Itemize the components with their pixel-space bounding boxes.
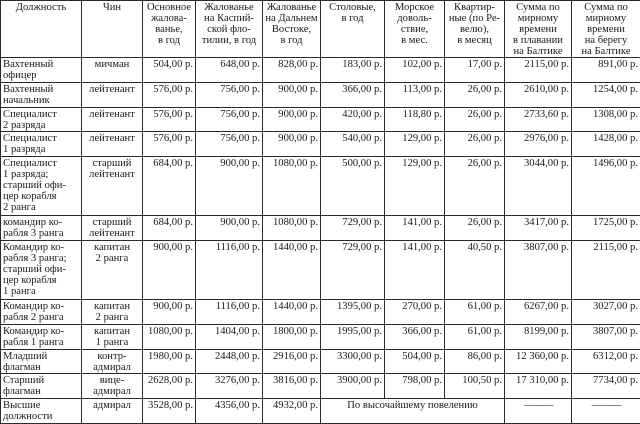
value-cell: 504,00 р. — [143, 58, 196, 83]
rank-cell: адмирал — [82, 399, 143, 424]
value-cell: 2115,00 р. — [572, 240, 640, 299]
value-cell: 900,00 р. — [143, 299, 196, 324]
value-cell: 2610,00 р. — [505, 82, 572, 107]
value-cell: 500,00 р. — [321, 157, 385, 216]
column-header: Основное жалова- ванье, в год — [143, 1, 196, 58]
value-cell: 1995,00 р. — [321, 324, 385, 349]
column-header: Должность — [1, 1, 82, 58]
value-cell: 6312,00 р. — [572, 349, 640, 374]
value-cell: 3900,00 р. — [321, 374, 385, 399]
value-cell: 900,00 р. — [143, 240, 196, 299]
rank-cell: старший лейтенант — [82, 216, 143, 241]
rank-cell: капитан 2 ранга — [82, 240, 143, 299]
position-cell: Младший флагман — [1, 349, 82, 374]
value-cell: 2976,00 р. — [505, 132, 572, 157]
table-body — [1, 58, 640, 424]
value-cell: 1395,00 р. — [321, 299, 385, 324]
value-cell: 61,00 р. — [445, 324, 505, 349]
rank-cell: лейтенант — [82, 82, 143, 107]
value-cell: 1308,00 р. — [572, 107, 640, 132]
rank-cell: лейтенант — [82, 132, 143, 157]
value-cell: 576,00 р. — [143, 132, 196, 157]
value-cell: 900,00 р. — [263, 132, 321, 157]
value-cell: 7734,00 р. — [572, 374, 640, 399]
value-cell: 26,00 р. — [445, 157, 505, 216]
value-cell: 141,00 р. — [385, 240, 445, 299]
value-cell: 756,00 р. — [196, 82, 263, 107]
imperial-decree-note: По высочайшему повелению — [321, 399, 505, 424]
value-cell: 102,00 р. — [385, 58, 445, 83]
position-cell: Специалист 1 разряда; старший офи- цер корабля 2 ранга — [1, 157, 82, 216]
value-cell: 3528,00 р. — [143, 399, 196, 424]
rank-cell: старший лейтенант — [82, 157, 143, 216]
table-row — [1, 82, 640, 107]
column-header: Чин — [82, 1, 143, 58]
value-cell: 129,00 р. — [385, 132, 445, 157]
table-row — [1, 240, 640, 299]
value-cell: 100,50 р. — [445, 374, 505, 399]
value-cell: 2115,00 р. — [505, 58, 572, 83]
table-row — [1, 324, 640, 349]
value-cell: 61,00 р. — [445, 299, 505, 324]
value-cell: 1080,00 р. — [263, 216, 321, 241]
value-cell: 366,00 р. — [321, 82, 385, 107]
rank-cell: капитан 1 ранга — [82, 324, 143, 349]
dash-cell: ——— — [505, 399, 572, 424]
position-cell: командир ко- рабля 3 ранга — [1, 216, 82, 241]
value-cell: 40,50 р. — [445, 240, 505, 299]
value-cell: 648,00 р. — [196, 58, 263, 83]
value-cell: 1116,00 р. — [196, 240, 263, 299]
value-cell: 2916,00 р. — [263, 349, 321, 374]
value-cell: 26,00 р. — [445, 216, 505, 241]
value-cell: 12 360,00 р. — [505, 349, 572, 374]
value-cell: 4932,00 р. — [263, 399, 321, 424]
value-cell: 183,00 р. — [321, 58, 385, 83]
value-cell: 504,00 р. — [385, 349, 445, 374]
table-row — [1, 58, 640, 83]
column-header: Квартир- ные (по Ре- велю), в месяц — [445, 1, 505, 58]
column-header: Сумма по мирному времени в плавании на Балтике — [505, 1, 572, 58]
value-cell: 26,00 р. — [445, 132, 505, 157]
table-row — [1, 349, 640, 374]
value-cell: 1496,00 р. — [572, 157, 640, 216]
value-cell: 8199,00 р. — [505, 324, 572, 349]
value-cell: 900,00 р. — [196, 216, 263, 241]
value-cell: 756,00 р. — [196, 132, 263, 157]
position-cell: Командир ко- рабля 3 ранга; старший офи- цер корабля 1 ранга — [1, 240, 82, 299]
dash-cell: ——— — [572, 399, 640, 424]
value-cell: 2628,00 р. — [143, 374, 196, 399]
value-cell: 86,00 р. — [445, 349, 505, 374]
rank-cell: контр- адмирал — [82, 349, 143, 374]
value-cell: 1440,00 р. — [263, 299, 321, 324]
value-cell: 6267,00 р. — [505, 299, 572, 324]
value-cell: 1725,00 р. — [572, 216, 640, 241]
position-cell: Командир ко- рабля 1 ранга — [1, 324, 82, 349]
value-cell: 3276,00 р. — [196, 374, 263, 399]
value-cell: 3807,00 р. — [505, 240, 572, 299]
value-cell: 2448,00 р. — [196, 349, 263, 374]
value-cell: 900,00 р. — [263, 82, 321, 107]
position-cell: Вахтенный начальник — [1, 82, 82, 107]
value-cell: 1254,00 р. — [572, 82, 640, 107]
position-cell: Высшие должности — [1, 399, 82, 424]
value-cell: 4356,00 р. — [196, 399, 263, 424]
value-cell: 1428,00 р. — [572, 132, 640, 157]
table-row — [1, 107, 640, 132]
rank-cell: капитан 2 ранга — [82, 299, 143, 324]
column-header: Морское доволь- ствие, в мес. — [385, 1, 445, 58]
value-cell: 828,00 р. — [263, 58, 321, 83]
value-cell: 129,00 р. — [385, 157, 445, 216]
value-cell: 420,00 р. — [321, 107, 385, 132]
value-cell: 141,00 р. — [385, 216, 445, 241]
value-cell: 26,00 р. — [445, 107, 505, 132]
rank-cell: лейтенант — [82, 107, 143, 132]
value-cell: 576,00 р. — [143, 107, 196, 132]
table-row — [1, 132, 640, 157]
value-cell: 17 310,00 р. — [505, 374, 572, 399]
value-cell: 3300,00 р. — [321, 349, 385, 374]
value-cell: 900,00 р. — [263, 107, 321, 132]
table-header-row — [1, 1, 640, 58]
value-cell: 684,00 р. — [143, 157, 196, 216]
value-cell: 540,00 р. — [321, 132, 385, 157]
column-header: Столовые, в год — [321, 1, 385, 58]
value-cell: 891,00 р. — [572, 58, 640, 83]
table-row — [1, 216, 640, 241]
value-cell: 113,00 р. — [385, 82, 445, 107]
value-cell: 756,00 р. — [196, 107, 263, 132]
position-cell: Командир ко- рабля 2 ранга — [1, 299, 82, 324]
value-cell: 118,80 р. — [385, 107, 445, 132]
rank-cell: вице- адмирал — [82, 374, 143, 399]
value-cell: 366,00 р. — [385, 324, 445, 349]
column-header: Жалованье на Каспий- ской фло- тилии, в год — [196, 1, 263, 58]
value-cell: 1116,00 р. — [196, 299, 263, 324]
value-cell: 1980,00 р. — [143, 349, 196, 374]
position-cell: Специалист 2 разряда — [1, 107, 82, 132]
value-cell: 17,00 р. — [445, 58, 505, 83]
column-header: Жалованье на Дальнем Востоке, в год — [263, 1, 321, 58]
column-header: Сумма по мирному времени на берегу на Балтике — [572, 1, 640, 58]
position-cell: Старший флагман — [1, 374, 82, 399]
table-row — [1, 299, 640, 324]
value-cell: 3044,00 р. — [505, 157, 572, 216]
value-cell: 798,00 р. — [385, 374, 445, 399]
value-cell: 729,00 р. — [321, 216, 385, 241]
value-cell: 2733,60 р. — [505, 107, 572, 132]
position-cell: Вахтенный офицер — [1, 58, 82, 83]
value-cell: 684,00 р. — [143, 216, 196, 241]
value-cell: 270,00 р. — [385, 299, 445, 324]
table-row — [1, 157, 640, 216]
value-cell: 729,00 р. — [321, 240, 385, 299]
value-cell: 1440,00 р. — [263, 240, 321, 299]
value-cell: 1080,00 р. — [263, 157, 321, 216]
value-cell: 3816,00 р. — [263, 374, 321, 399]
value-cell: 3417,00 р. — [505, 216, 572, 241]
table-row-highest-positions — [1, 399, 640, 424]
table-row — [1, 374, 640, 399]
value-cell: 1404,00 р. — [196, 324, 263, 349]
rank-cell: мичман — [82, 58, 143, 83]
value-cell: 3807,00 р. — [572, 324, 640, 349]
value-cell: 3027,00 р. — [572, 299, 640, 324]
value-cell: 900,00 р. — [196, 157, 263, 216]
position-cell: Специалист 1 разряда — [1, 132, 82, 157]
value-cell: 576,00 р. — [143, 82, 196, 107]
value-cell: 26,00 р. — [445, 82, 505, 107]
value-cell: 1800,00 р. — [263, 324, 321, 349]
value-cell: 1080,00 р. — [143, 324, 196, 349]
